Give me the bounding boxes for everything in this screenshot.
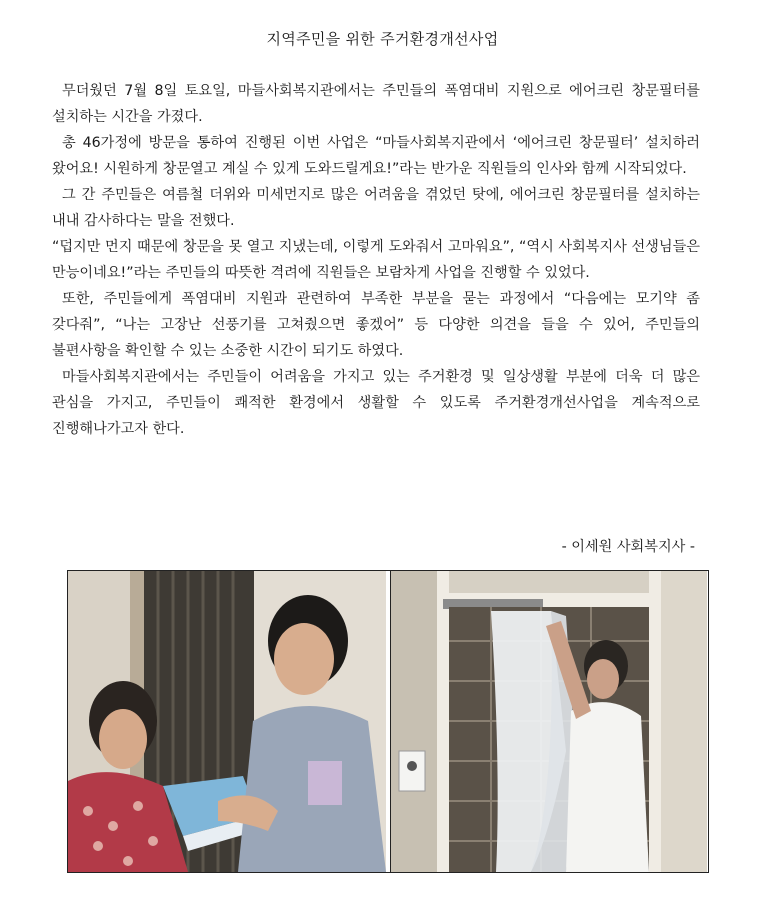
paragraph-5: 또한, 주민들에게 폭염대비 지원과 관련하여 부족한 부분을 묻는 과정에서 “다음에는 모기약 좀 갖다줘”, “나는 고장난 선풍기를 고쳐줬으면 좋겠어” 등 다양한 의견을 들을 수 있어, 주민들의 불편사항을 확인할 수 있는 소중한 시간이 되기도 하였다. [52,291,700,359]
photo-handing-filter-image [68,571,386,872]
paragraph-4: “덥지만 먼지 때문에 창문을 못 열고 지냈는데, 이렇게 도와줘서 고마워요”, “역시 사회복지사 선생님들은 만능이네요!”라는 주민들의 따뜻한 격려에 직원들은 보람차게 사업을 진행할 수 있었다. [52,239,700,281]
paragraph-3: 그 간 주민들은 여름철 더위와 미세먼지로 많은 어려움을 겪었던 탓에, 에어크린 창문필터를 설치하는 내내 감사하다는 말을 전했다. [52,187,700,229]
photo-installing-filter [390,571,707,872]
photo-installing-filter-image [391,571,707,872]
paragraph-6: 마들사회복지관에서는 주민들이 어려움을 가지고 있는 주거환경 및 일상생활 부분에 더욱 더 많은 관심을 가지고, 주민들이 쾌적한 환경에서 생활할 수 있도록 주거환경개선사업을 계속적으로 진행해나가고자 한다. [52,369,700,437]
paragraph-1: 무더웠던 7월 8일 토요일, 마들사회복지관에서는 주민들의 폭염대비 지원으로 에어크린 창문필터를 설치하는 시간을 가졌다. [52,83,700,125]
document-title: 지역주민을 위한 주거환경개선사업 [266,30,499,48]
article-body [52,78,700,442]
photo-frame [67,570,709,873]
author-signature: - 이세원 사회복지사 - [561,539,695,555]
paragraph-2: 총 46가정에 방문을 통하여 진행된 이번 사업은 “마들사회복지관에서 ‘에어크린 창문필터’ 설치하러 왔어요! 시원하게 창문열고 계실 수 있게 도와드릴게요!”라는 반가운 직원들의 인사와 함께 시작되었다. [52,135,700,177]
photo-handing-filter [68,571,390,872]
